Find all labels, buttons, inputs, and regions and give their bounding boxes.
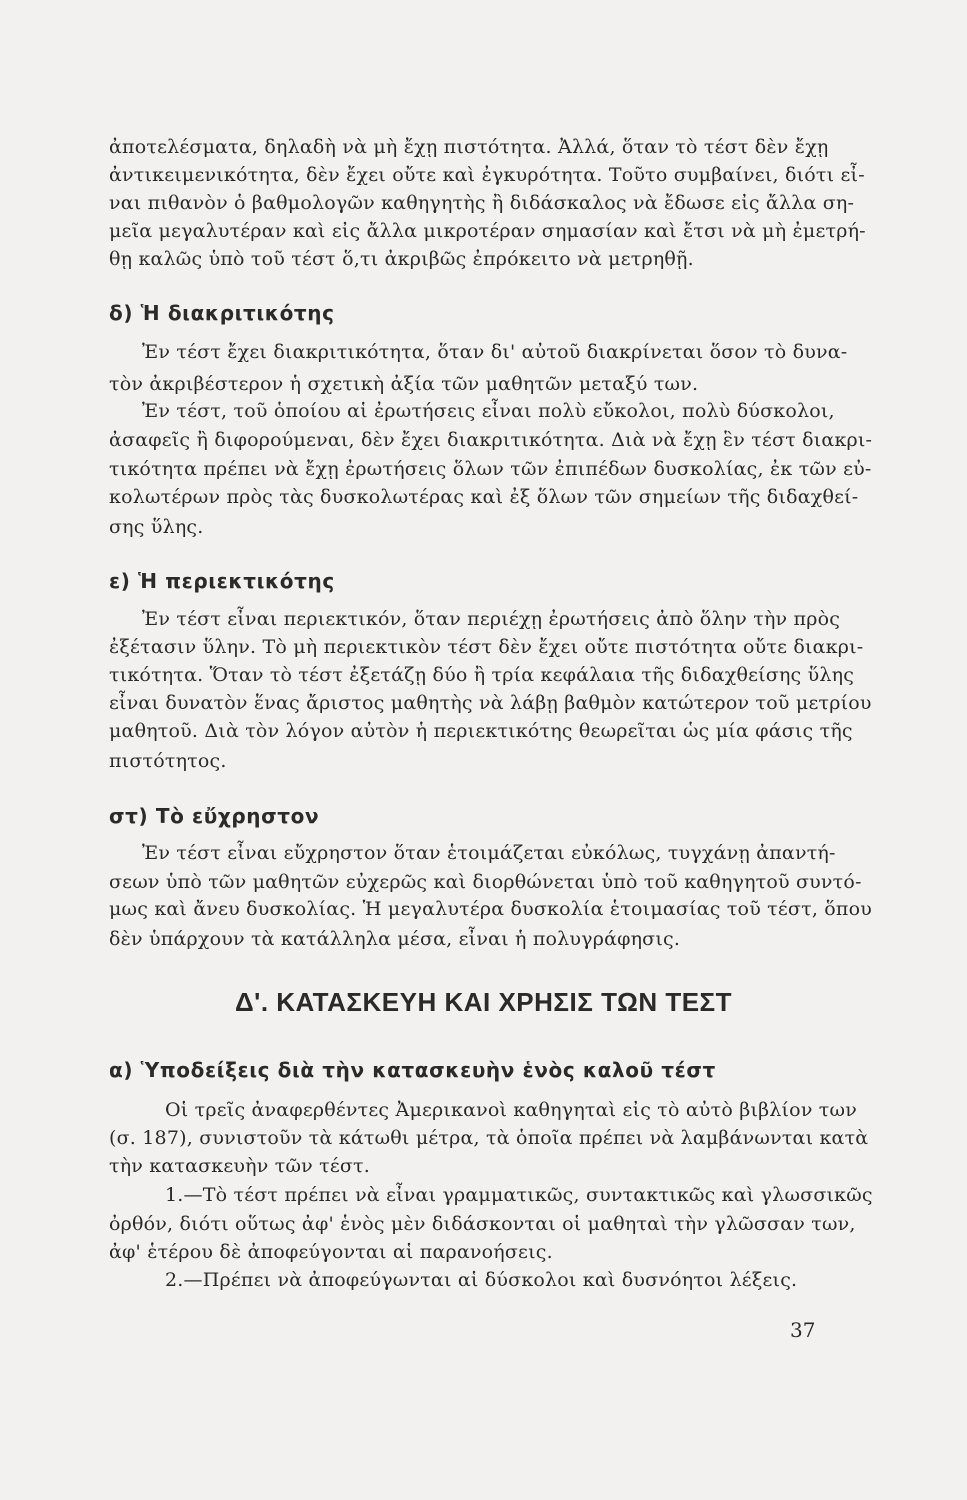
- text-line: ἀποτελέσματα, δηλαδὴ νὰ μὴ ἔχῃ πιστότητα. Ἀλλά, ὅταν τὸ τέστ δὲν ἔχῃ: [109, 136, 829, 158]
- page-number: 37: [790, 1318, 816, 1342]
- chapter-title: Δ'. ΚΑΤΑΣΚΕΥΗ ΚΑΙ ΧΡΗΣΙΣ ΤΩΝ ΤΕΣΤ: [234, 987, 733, 1017]
- text-line: πιστότητος.: [109, 750, 227, 772]
- text-line: σης ὕλης.: [109, 516, 204, 538]
- text-line: δὲν ὑπάρχουν τὰ κατάλληλα μέσα, εἶναι ἡ πολυγράφησις.: [109, 928, 681, 950]
- section-heading: στ) Τὸ εὔχρηστον: [109, 804, 320, 828]
- text-line: εἶναι δυνατὸν ἕνας ἄριστος μαθητὴς νὰ λάβῃ βαθμὸν κατώτερον τοῦ μετρίου: [109, 692, 872, 714]
- section-heading: δ) Ἡ διακριτικότης: [109, 301, 335, 325]
- text-line: μως καὶ ἄνευ δυσκολίας. Ἡ μεγαλυτέρα δυσκολία ἑτοιμασίας τοῦ τέστ, ὅπου: [109, 898, 873, 920]
- section-heading: ε) Ἡ περιεκτικότης: [109, 569, 335, 593]
- text-line: Ἐν τέστ εἶναι περιεκτικόν, ὅταν περιέχῃ ἐρωτήσεις ἀπὸ ὅλην τὴν πρὸς: [142, 608, 841, 630]
- text-line: Ἐν τέστ ἔχει διακριτικότητα, ὅταν δι' αὐτοῦ διακρίνεται ὅσον τὸ δυνα-: [142, 341, 848, 363]
- text-line: σεων ὑπὸ τῶν μαθητῶν εὐχερῶς καὶ διορθώνεται ὑπὸ τοῦ καθηγητοῦ συντό-: [109, 871, 862, 893]
- text-line: ναι πιθανὸν ὁ βαθμολογῶν καθηγητὴς ἢ διδάσκαλος νὰ ἔδωσε εἰς ἄλλα ση-: [109, 192, 855, 214]
- text-line: ἀντικειμενικότητα, δὲν ἔχει οὔτε καὶ ἐγκυρότητα. Τοῦτο συμβαίνει, διότι εἶ-: [109, 164, 865, 186]
- text-line: 2.—Πρέπει νὰ ἀποφεύγωνται αἱ δύσκολοι καὶ δυσνόητοι λέξεις.: [165, 1269, 798, 1291]
- subsection-heading: α) Ὑποδείξεις διὰ τὴν κατασκευὴν ἑνὸς καλοῦ τέστ: [109, 1058, 716, 1082]
- text-line: Ἐν τέστ, τοῦ ὁποίου αἱ ἐρωτήσεις εἶναι πολὺ εὔκολοι, πολὺ δύσκολοι,: [142, 400, 835, 422]
- text-line: ἀφ' ἑτέρου δὲ ἀποφεύγονται αἱ παρανοήσεις.: [109, 1241, 553, 1263]
- text-line: θῃ καλῶς ὑπὸ τοῦ τέστ ὅ,τι ἀκριβῶς ἐπρόκειτο νὰ μετρηθῇ.: [109, 248, 694, 270]
- text-line: τὴν κατασκευὴν τῶν τέστ.: [109, 1155, 371, 1177]
- text-line: τικότητα. Ὅταν τὸ τέστ ἐξετάζῃ δύο ἢ τρία κεφάλαια τῆς διδαχθείσης ὕλης: [109, 664, 855, 686]
- text-line: μεῖα μεγαλυτέραν καὶ εἰς ἄλλα μικροτέραν σημασίαν καὶ ἔτσι νὰ μὴ ἐμετρή-: [109, 220, 866, 242]
- text-line: τικότητα πρέπει νὰ ἔχῃ ἐρωτήσεις ὅλων τῶν ἐπιπέδων δυσκολίας, ἐκ τῶν εὐ-: [109, 458, 872, 480]
- text-line: (σ. 187), συνιστοῦν τὰ κάτωθι μέτρα, τὰ ὁποῖα πρέπει νὰ λαμβάνωνται κατὰ: [109, 1127, 869, 1149]
- text-line: Ἐν τέστ εἶναι εὔχρηστον ὅταν ἑτοιμάζεται εὐκόλως, τυγχάνῃ ἀπαντή-: [142, 842, 836, 864]
- text-line: ἀσαφεῖς ἢ διφορούμεναι, δὲν ἔχει διακριτικότητα. Διὰ νὰ ἔχῃ ἓν τέστ διακρι-: [109, 429, 873, 451]
- text-line: ὀρθόν, διότι οὕτως ἀφ' ἑνὸς μὲν διδάσκονται οἱ μαθηταὶ τὴν γλῶσσαν των,: [109, 1213, 856, 1235]
- text-line: 1.—Τὸ τέστ πρέπει νὰ εἶναι γραμματικῶς, συντακτικῶς καὶ γλωσσικῶς: [165, 1184, 873, 1206]
- text-line: μαθητοῦ. Διὰ τὸν λόγον αὐτὸν ἡ περιεκτικότης θεωρεῖται ὡς μία φάσις τῆς: [109, 720, 853, 742]
- text-line: ἐξέτασιν ὕλην. Τὸ μὴ περιεκτικὸν τέστ δὲν ἔχει οὔτε πιστότητα οὔτε διακρι-: [109, 636, 864, 658]
- text-line: τὸν ἀκριβέστερον ἡ σχετικὴ ἀξία τῶν μαθητῶν μεταξύ των.: [109, 373, 699, 395]
- text-line: Οἱ τρεῖς ἀναφερθέντες Ἀμερικανοὶ καθηγηταὶ εἰς τὸ αὐτὸ βιβλίον των: [165, 1099, 857, 1121]
- text-line: κολωτέρων πρὸς τὰς δυσκολωτέρας καὶ ἐξ ὅλων τῶν σημείων τῆς διδαχθεί-: [109, 486, 859, 508]
